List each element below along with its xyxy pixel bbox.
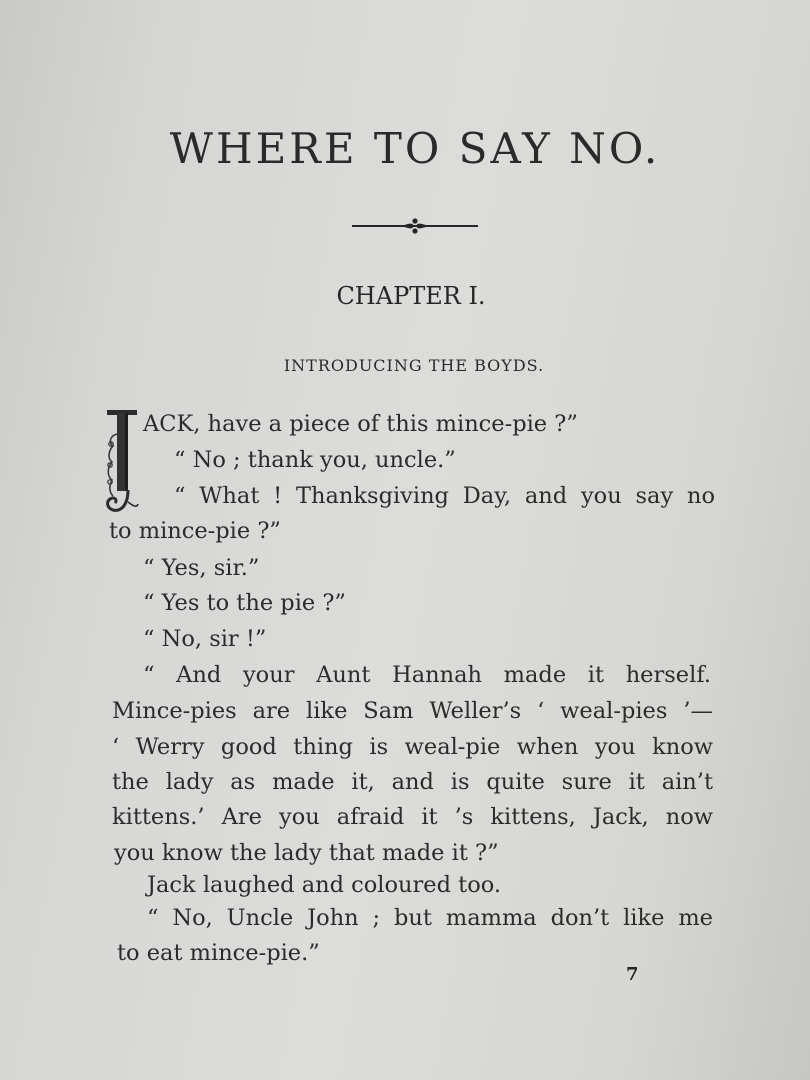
fleuron-rule-ornament-icon	[352, 217, 478, 235]
body-line-6: “ Yes to the pie ?”	[143, 590, 346, 616]
body-line-12: kittens.’ Are you afraid it ’s kittens, Jack, now	[112, 804, 713, 830]
body-line-10: ‘ Werry good thing is weal-pie when you know	[112, 734, 713, 760]
body-line-2: “ No ; thank you, uncle.”	[174, 447, 456, 473]
drop-cap-j-icon	[103, 410, 139, 514]
body-line-11: the lady as made it, and is quite sure it ain’t	[112, 769, 713, 795]
body-line-8: “ And your Aunt Hannah made it herself.	[143, 662, 711, 688]
body-line-5: “ Yes, sir.”	[143, 555, 260, 581]
body-line-15: “ No, Uncle John ; but mamma don’t like me	[147, 905, 713, 931]
body-line-14: Jack laughed and coloured too.	[147, 872, 502, 898]
body-line-16: to eat mince-pie.”	[117, 940, 320, 966]
chapter-subtitle: INTRODUCING THE BOYDS.	[283, 356, 545, 375]
body-line-9: Mince-pies are like Sam Weller’s ‘ weal-pies ’—	[112, 698, 713, 724]
body-line-4: to mince-pie ?”	[109, 518, 281, 544]
body-line-13: you know the lady that made it ?”	[114, 840, 499, 866]
body-line-7: “ No, sir !”	[143, 626, 267, 652]
chapter-title: CHAPTER I.	[336, 282, 486, 310]
body-line-1: ACK, have a piece of this mince-pie ?”	[143, 411, 578, 437]
body-line-3: “ What ! Thanksgiving Day, and you say no	[174, 483, 715, 509]
book-title: WHERE TO SAY NO.	[169, 124, 661, 173]
page-number: 7	[626, 964, 639, 985]
